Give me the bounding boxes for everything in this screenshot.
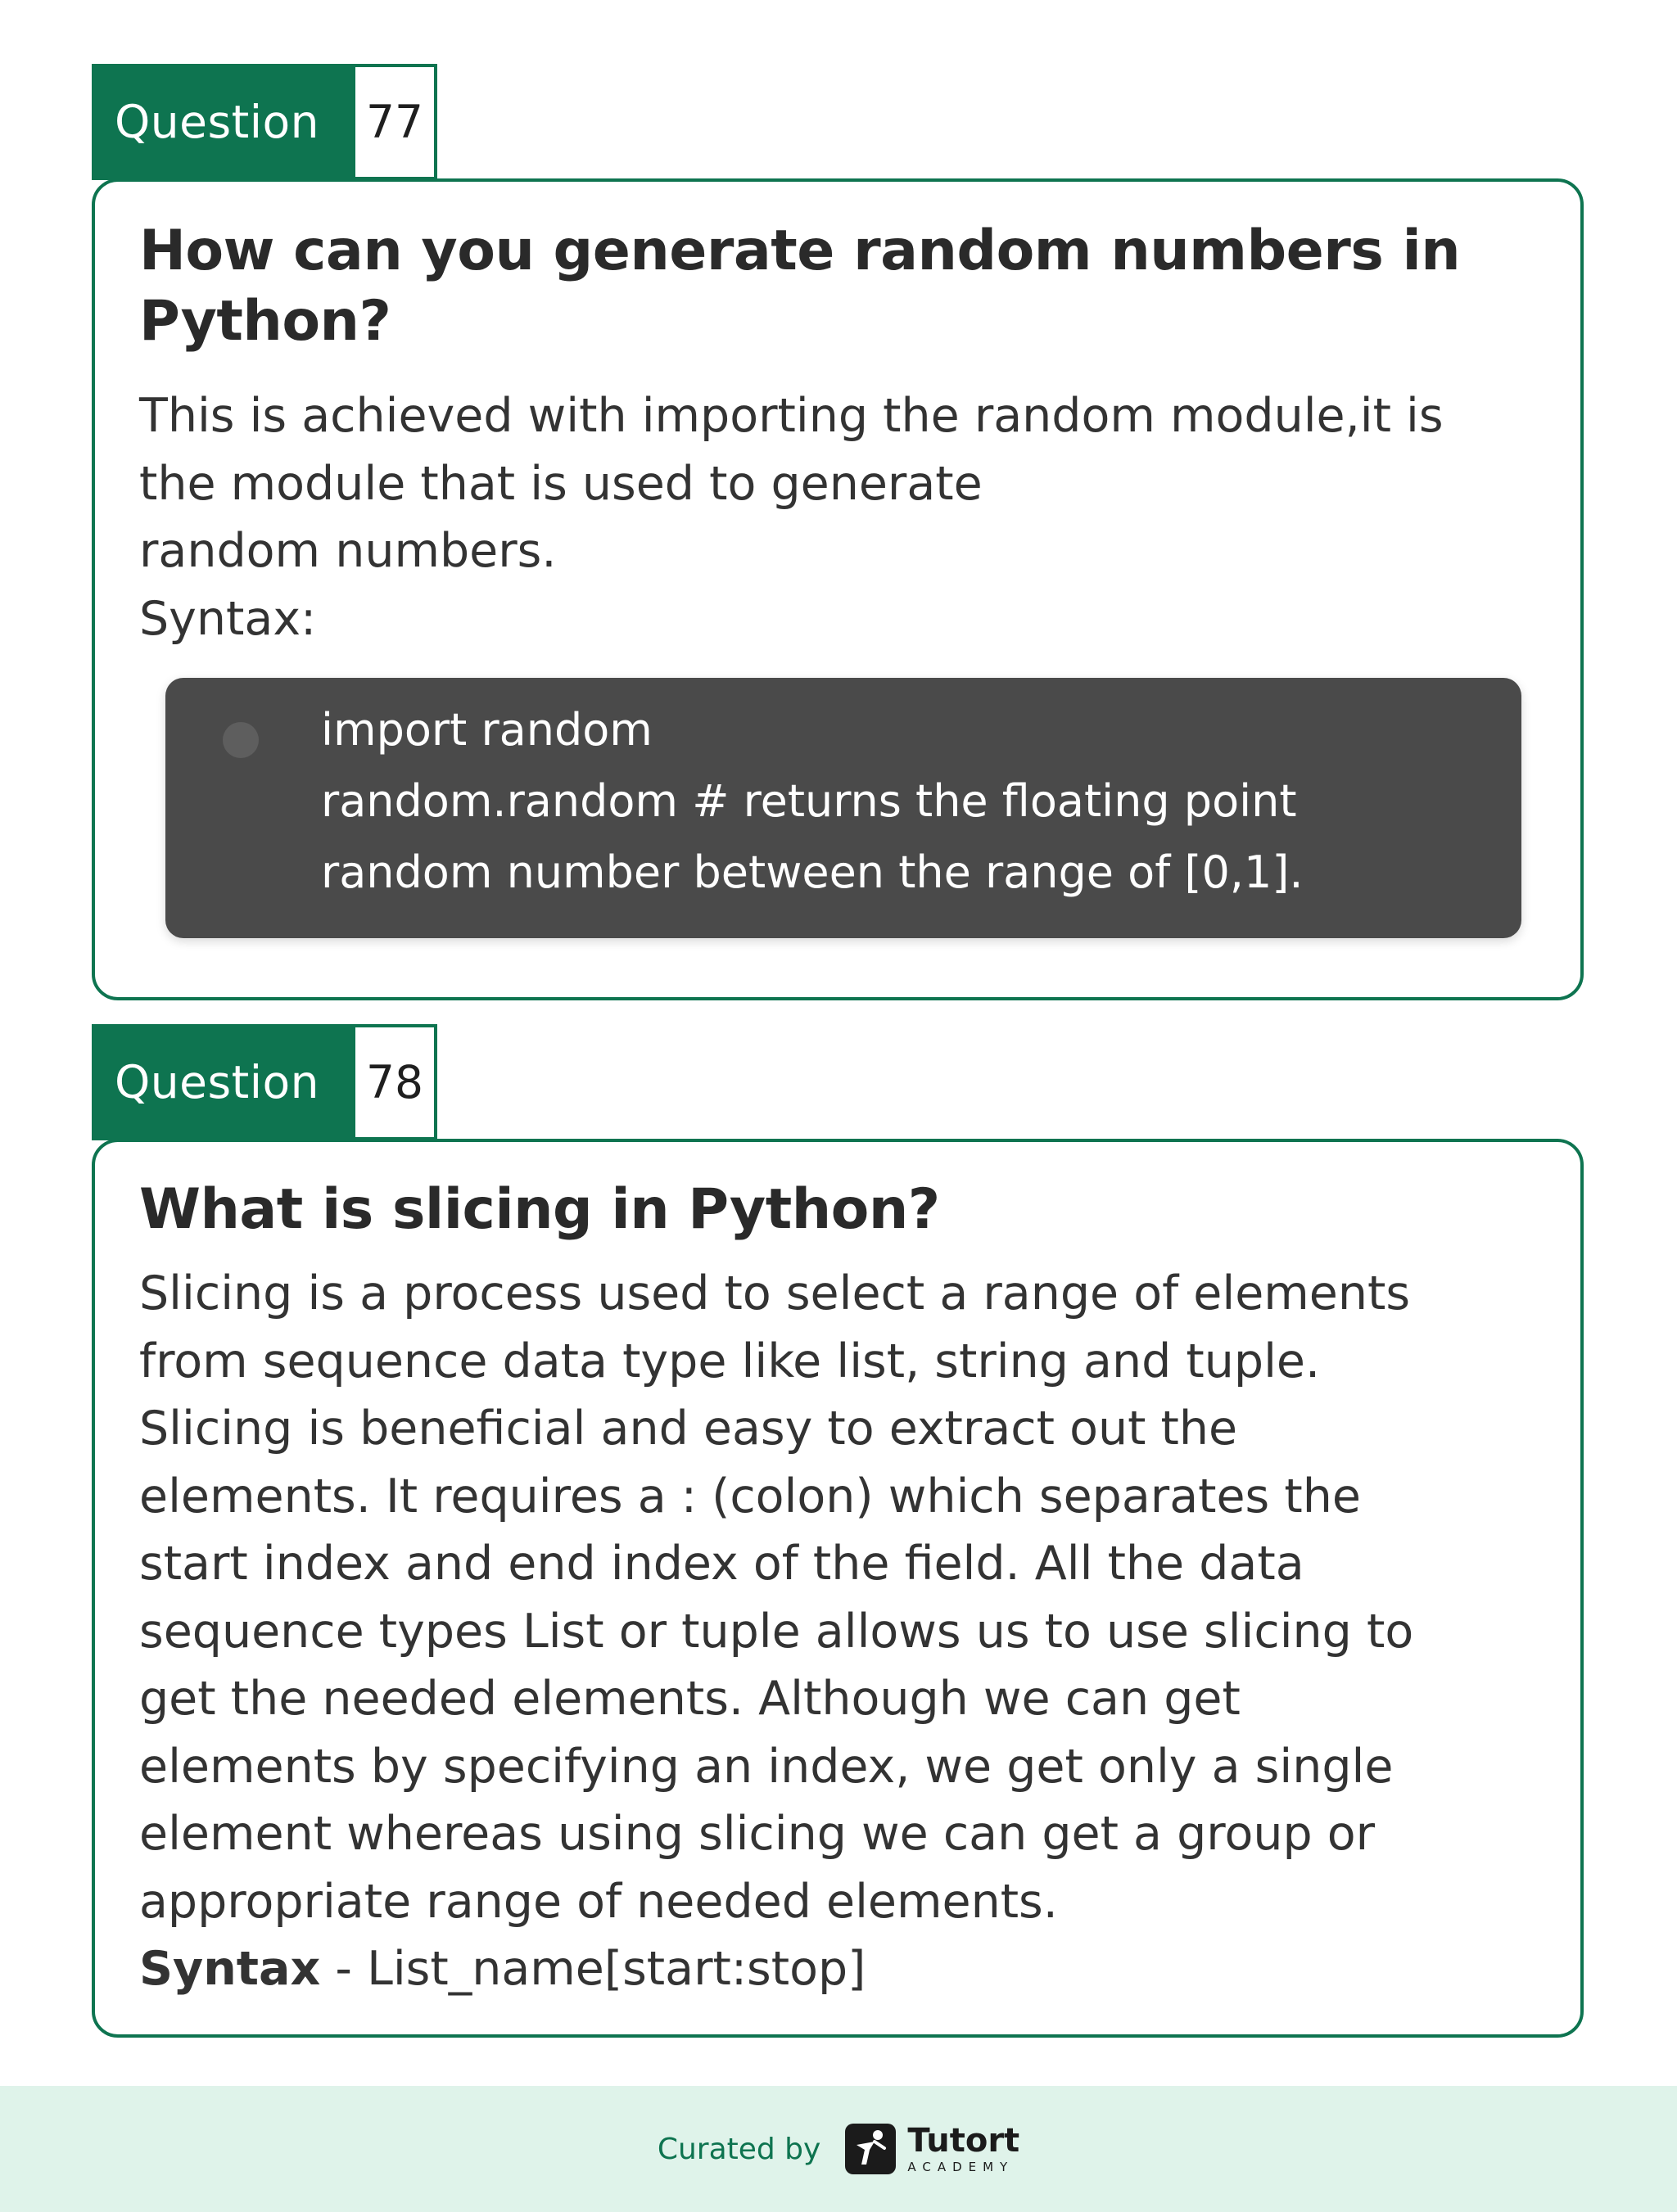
answer-line: start index and end index of the field. All the data <box>139 1537 1304 1591</box>
title-line: What is slicing in Python? <box>139 1177 940 1242</box>
answer-line: elements. It requires a : (colon) which separates the <box>139 1469 1361 1524</box>
code-line: random number between the range of [0,1]. <box>321 846 1304 898</box>
syntax-label: Syntax: <box>139 591 317 646</box>
answer-line: Slicing is a process used to select a range of elements <box>139 1266 1411 1320</box>
code-text <box>321 694 1304 908</box>
footer <box>0 2086 1677 2212</box>
brand-name: Tutort <box>907 2122 1020 2160</box>
tutort-logo <box>845 2124 1019 2174</box>
answer-line: from sequence data type like list, string and tuple. <box>139 1334 1321 1388</box>
answer-text <box>139 382 1548 652</box>
question-label: Question <box>92 1024 355 1140</box>
syntax-label: Syntax <box>139 1942 321 1996</box>
brand-subtitle: ACADEMY <box>907 2160 1015 2174</box>
answer-line: Slicing is beneficial and easy to extract out the <box>139 1402 1238 1456</box>
answer-line: random numbers. <box>139 524 557 578</box>
bullet-dot-icon <box>223 722 259 758</box>
question-number: 77 <box>355 64 437 180</box>
question-78-tag <box>92 1024 437 1140</box>
answer-line: appropriate range of needed elements. <box>139 1874 1058 1929</box>
answer-line: sequence types List or tuple allows us to use slicing to <box>139 1604 1414 1659</box>
answer-line: elements by specifying an index, we get only a single <box>139 1739 1394 1794</box>
answer-line: get the needed elements. Although we can get <box>139 1672 1241 1726</box>
syntax-line <box>139 1935 1548 2003</box>
curated-by-text: Curated by <box>657 2132 821 2166</box>
code-block <box>165 678 1521 938</box>
title-line: Python? <box>139 289 391 354</box>
question-title <box>139 216 1460 357</box>
question-77-tag <box>92 64 437 180</box>
title-line: How can you generate random numbers in <box>139 219 1461 283</box>
answer-line: This is achieved with importing the random module,it is <box>139 389 1444 443</box>
question-label: Question <box>92 64 355 180</box>
question-title <box>139 1175 940 1245</box>
syntax-text: - List_name[start:stop] <box>320 1942 866 1996</box>
answer-line: the module that is used to generate <box>139 456 983 511</box>
code-line: random.random # returns the floating point <box>321 775 1297 827</box>
question-number: 78 <box>355 1024 437 1140</box>
question-77-card <box>92 178 1584 1000</box>
question-78-card <box>92 1139 1584 2038</box>
answer-line: element whereas using slicing we can get a group or <box>139 1807 1376 1861</box>
code-line: import random <box>321 704 653 756</box>
answer-text <box>139 1260 1548 2003</box>
tutort-logo-icon <box>845 2124 896 2174</box>
